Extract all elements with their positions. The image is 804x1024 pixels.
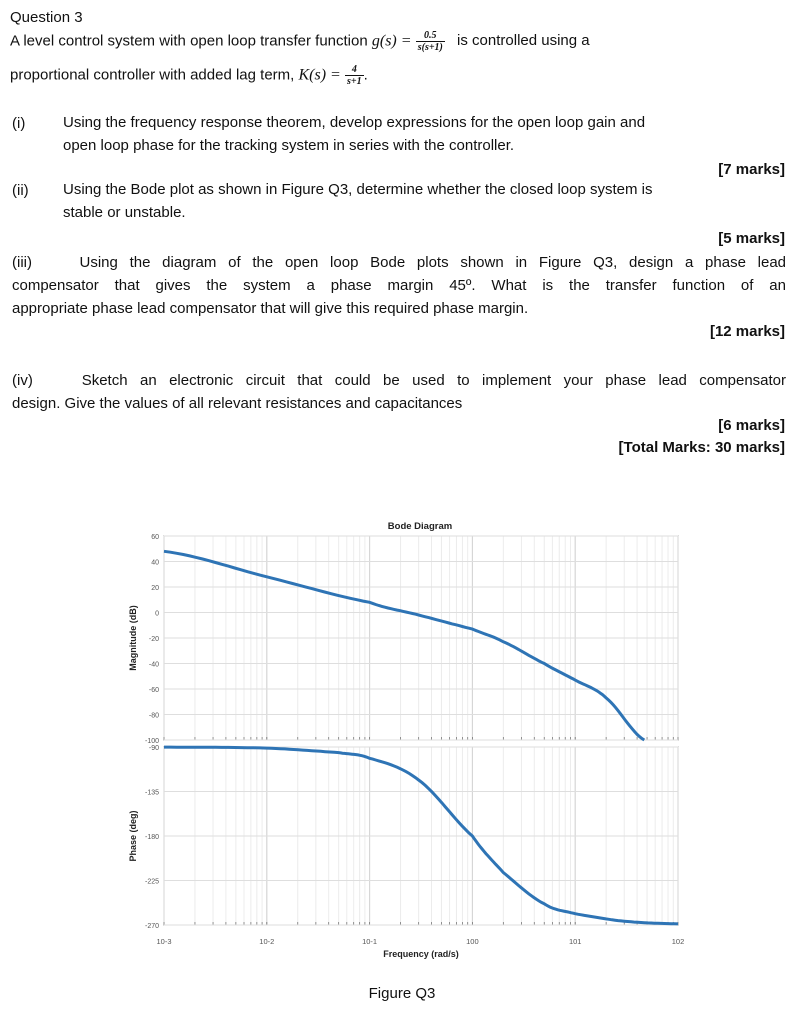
part-iv-label: (iv) <box>12 372 33 389</box>
part-i-line-1: Using the frequency response theorem, develop expressions for the open loop gain and <box>63 114 646 131</box>
part-iv-marks: [6 marks] <box>718 417 785 434</box>
x-tick-label: 100 <box>466 937 479 946</box>
g-numerator: 0.5 <box>416 30 445 42</box>
magnitude-panel <box>128 534 678 745</box>
g-denominator: s(s+1) <box>417 42 443 53</box>
phase-ytick-label: -135 <box>144 789 159 797</box>
x-tick-label: 10-3 <box>156 937 172 946</box>
magnitude-ytick-label: 20 <box>151 585 159 592</box>
part-ii-line-1: Using the Bode plot as shown in Figure Q3, determine whether the closed loop system is <box>63 181 653 198</box>
intro-text-2: proportional controller with added lag term, <box>10 66 295 84</box>
magnitude-ylabel: Magnitude (dB) <box>128 605 138 671</box>
phase-panel <box>128 745 678 930</box>
phase-ytick-label: -225 <box>144 878 159 886</box>
part-iv-line-1-text: Sketch an electronic circuit that could be used to implement your phase lead compensator <box>81 372 787 389</box>
x-tick-label: 102 <box>671 937 685 946</box>
magnitude-ytick-label: -80 <box>148 712 159 720</box>
part-iii-marks: [12 marks] <box>709 323 785 340</box>
k-lhs: K(s) = <box>298 66 341 84</box>
part-iii-line-1-text: Using the diagram of the open loop Bode plots shown in Figure Q3, design a phase lead <box>79 254 787 271</box>
total-marks: [Total Marks: 30 marks] <box>618 439 785 456</box>
phase-ytick-label: -90 <box>148 745 159 752</box>
part-iii-line-3: appropriate phase lead compensator that will give this required phase margin. <box>12 300 529 317</box>
part-i-label: (i) <box>12 115 26 132</box>
part-i-line-2: open loop phase for the tracking system in series with the controller. <box>63 137 515 154</box>
magnitude-ytick-label: 60 <box>151 534 159 541</box>
g-lhs: g(s) = <box>371 32 412 50</box>
chart-title: Bode Diagram <box>387 521 453 532</box>
x-tick-label: 10-2 <box>259 937 275 946</box>
part-iv-line-2: design. Give the values of all relevant resistances and capacitances <box>12 395 463 412</box>
x-tick-label: 10-1 <box>362 937 378 946</box>
magnitude-ytick-label: 40 <box>151 559 159 567</box>
k-end: . <box>363 66 368 84</box>
part-ii-label: (ii) <box>12 182 29 199</box>
part-iii-label: (iii) <box>12 254 32 271</box>
chart-xlabel: Frequency (rad/s) <box>383 949 459 959</box>
part-ii-marks: [5 marks] <box>718 230 785 247</box>
figure-caption: Figure Q3 <box>368 985 436 1002</box>
intro-text-1: A level control system with open loop transfer function <box>10 32 368 50</box>
part-i-marks: [7 marks] <box>718 161 785 178</box>
intro-text-1b: is controlled using a <box>457 32 590 50</box>
part-iii-line-2: compensator that gives the system a phase margin 45º. What is the transfer function of an <box>12 277 786 294</box>
phase-ylabel: Phase (deg) <box>128 810 138 862</box>
magnitude-ytick-label: 0 <box>155 610 159 618</box>
question-title: Question 3 <box>10 9 83 26</box>
magnitude-ytick-label: -20 <box>148 636 159 643</box>
part-ii-line-2: stable or unstable. <box>63 204 186 221</box>
magnitude-ytick-label: -40 <box>148 661 159 669</box>
k-numerator: 4 <box>345 64 364 76</box>
phase-ytick-label: -270 <box>144 923 159 930</box>
x-tick-label: 101 <box>568 937 582 946</box>
phase-ytick-label: -180 <box>144 834 159 841</box>
magnitude-ytick-label: -60 <box>148 687 159 694</box>
k-denominator: s+1 <box>347 76 362 87</box>
magnitude-ytick-label: -100 <box>144 738 159 745</box>
